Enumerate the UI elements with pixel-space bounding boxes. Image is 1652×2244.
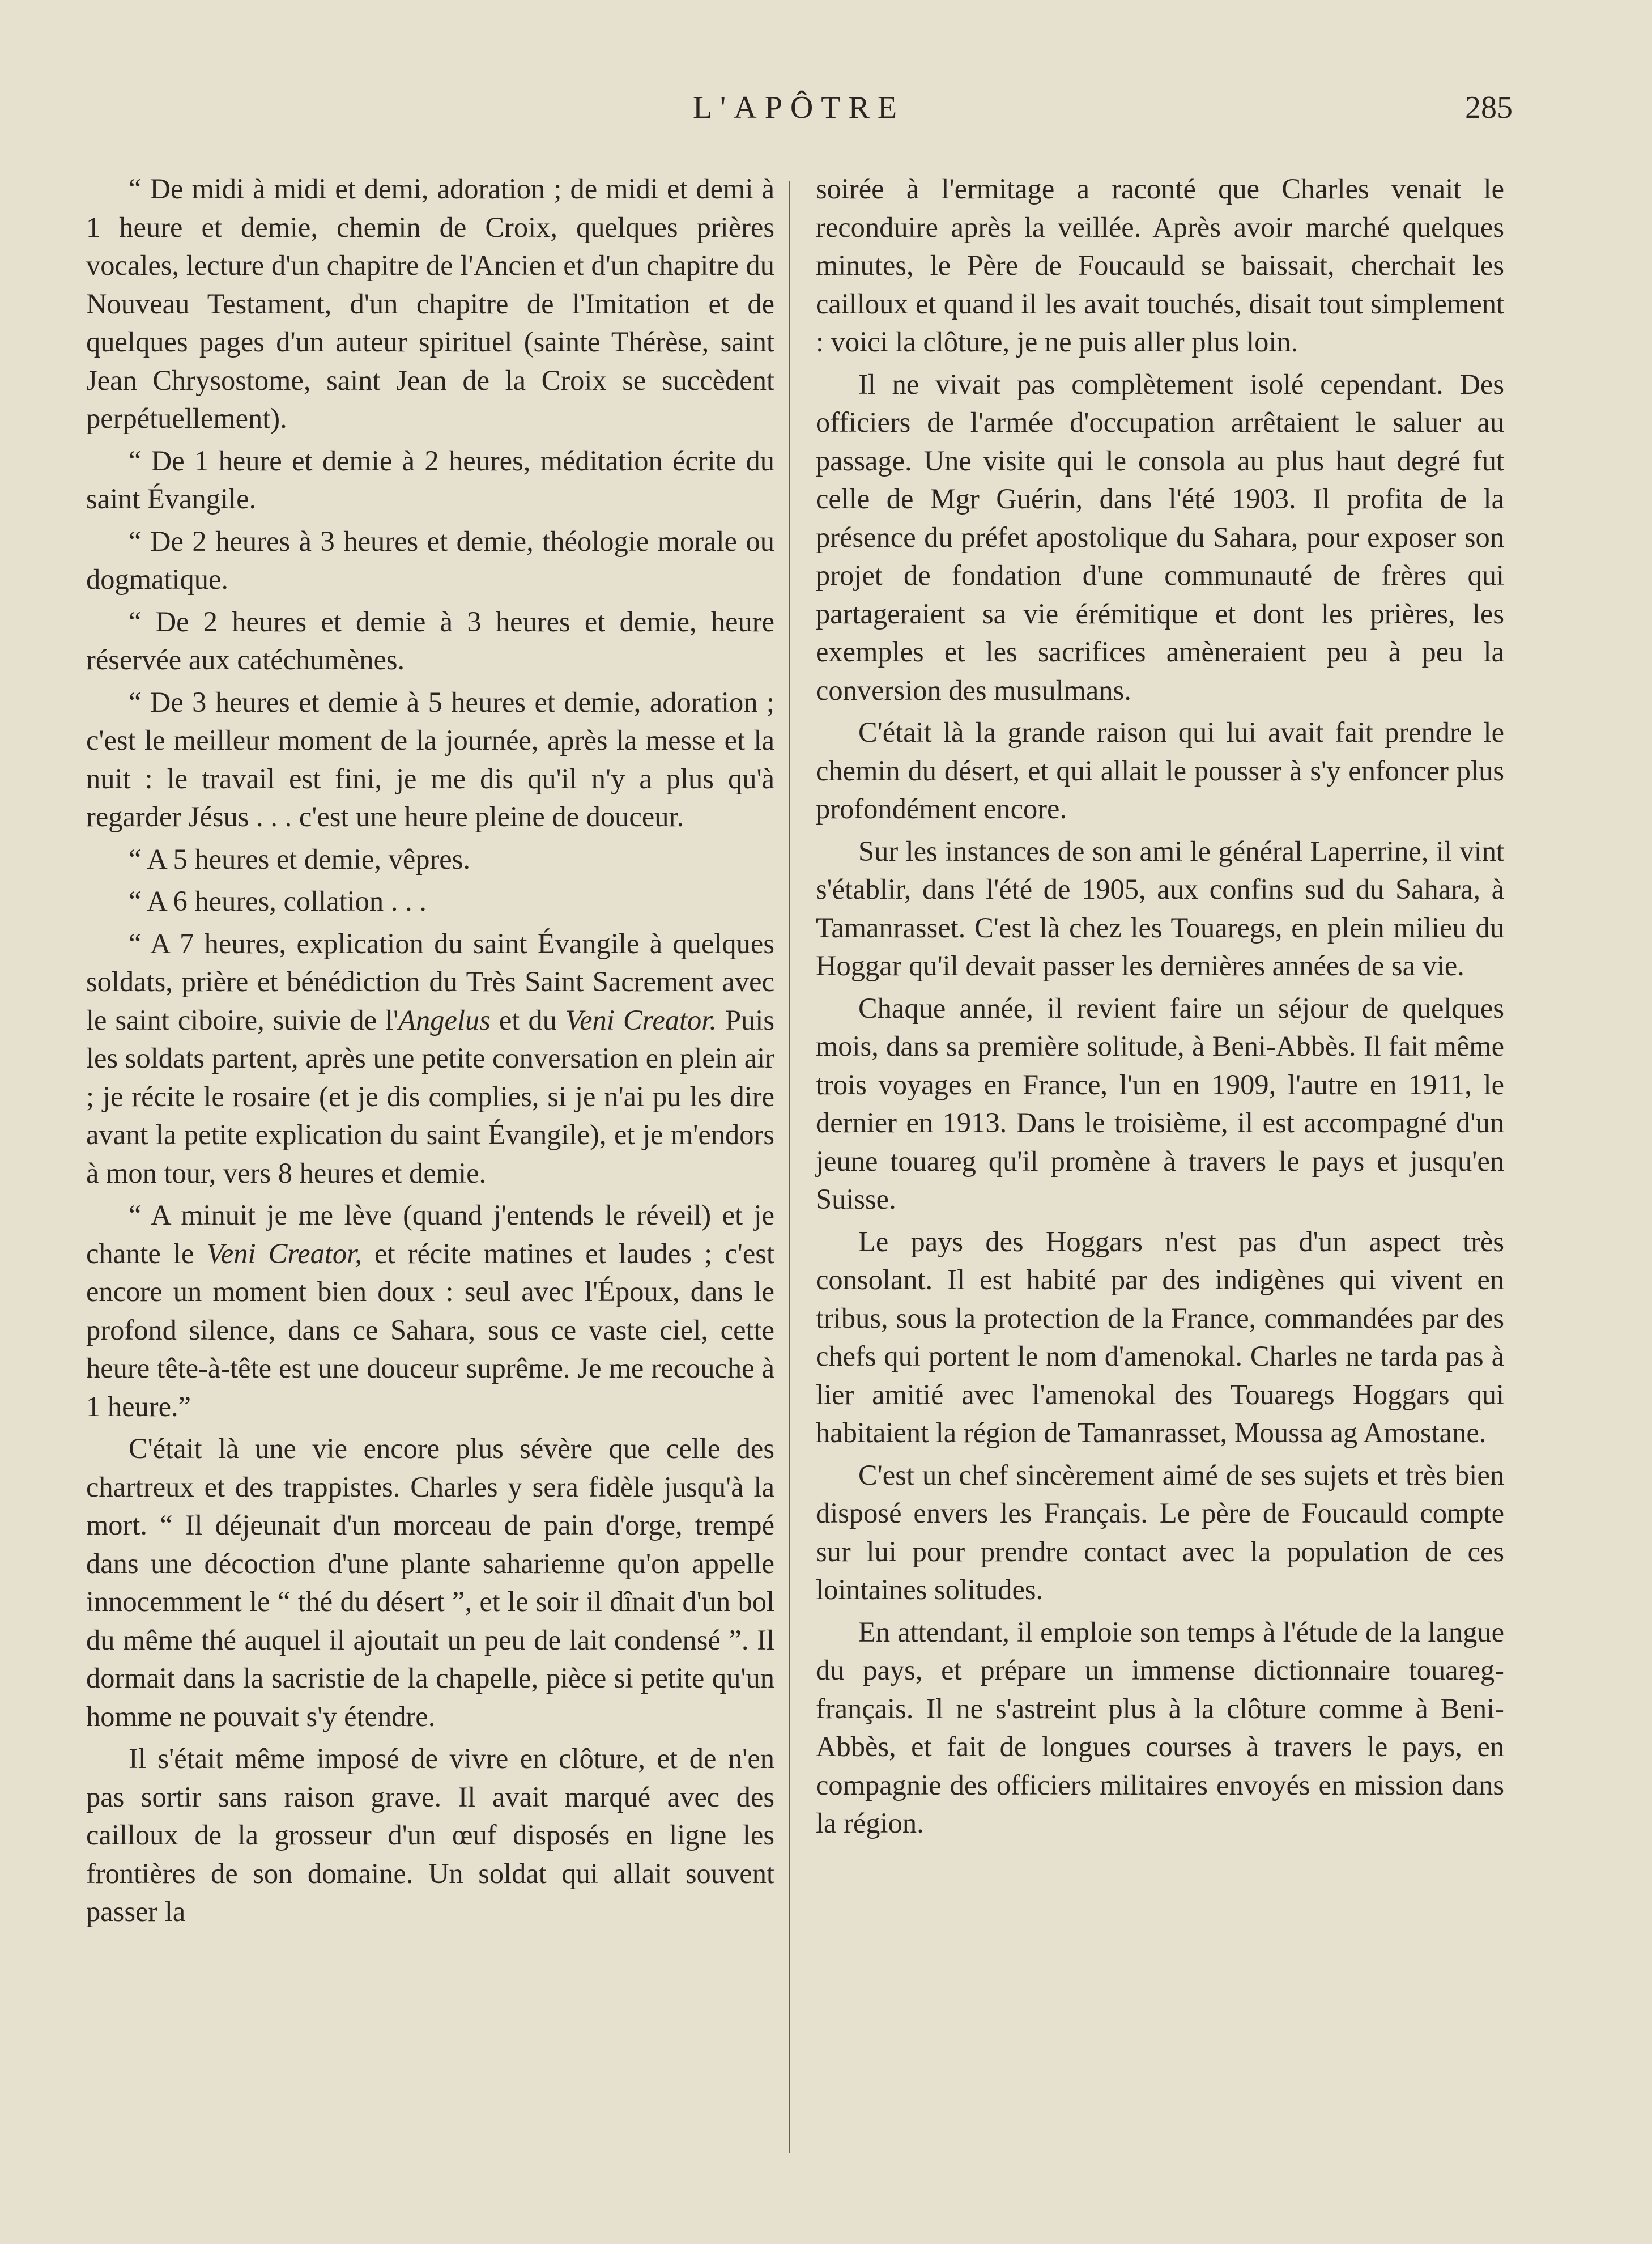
page-number: 285 bbox=[1465, 90, 1513, 125]
paragraph-great-reason: C'était là la grande raison qui lui avait fait prendre le chemin du désert, et qui allait le pousser à s'y enfoncer plus profondément encore. bbox=[816, 716, 1504, 824]
paragraph-severe-life: C'était là une vie encore plus sévère que celle des chartreux et des trappistes. Charles y sera fidèle jusqu'à la mort. “ Il déjeunait d'un morceau de pain d'orge, trempé dans une décoction d'une plante saharienne qu'on appelle innocemment le “ thé du désert ”, et le soir il dînait d'un bol du même thé auquel il ajoutait un peu de lait condensé ”. Il dormait dans la sacristie de la chapelle, pièce si petite qu'un homme ne pouvait s'y étendre. bbox=[86, 1433, 774, 1732]
paragraph-dictionary: En attendant, il emploie son temps à l'étude de la langue du pays, et prépare un immense dictionnaire touareg-français. Il ne s'astreint plus à la clôture comme à Beni-Abbès, et fait de longues courses à travers le pays, en compagnie des officiers militaires envoyés en mission dans la région. bbox=[816, 1616, 1504, 1839]
paragraph-chief: C'est un chef sincèrement aimé de ses sujets et très bien disposé envers les Français. Le père de Foucauld compte sur lui pour prendre contact avec la population de ces lointaines solitudes. bbox=[816, 1459, 1504, 1605]
paragraph-schedule-catechumens: “ De 2 heures et demie à 3 heures et demie, heure réservée aux catéchumènes. bbox=[86, 605, 774, 675]
paragraph-enclosure: Il s'était même imposé de vivre en clôture, et de n'en pas sortir sans raison grave. Il avait marqué avec des cailloux de la grosseur d'un œuf disposés en ligne les frontières de son domaine. Un soldat qui allait souvent passer la bbox=[86, 1742, 774, 1927]
text-span: et récite matines et laudes ; c'est encore un moment bien doux : seul avec l'Époux, dans le profond silence, dans ce Sahara, sous ce vaste ciel, cette heure tête-à-tête est une douceur suprême. Je me recouche à 1 heure.” bbox=[86, 1237, 774, 1422]
paragraph-tamanrasset: Sur les instances de son ami le général Laperrine, il vint s'établir, dans l'été de 1905, aux confins sud du Sahara, à Tamanrasset. C'est là chez les Touaregs, en plein milieu du Hoggar qu'il devait passer les dernières années de sa vie. bbox=[816, 835, 1504, 981]
italic-term: Angelus bbox=[398, 1004, 491, 1036]
paragraph-yearly-travels: Chaque année, il revient faire un séjour de quelques mois, dans sa première solitude, à Beni-Abbès. Il fait même trois voyages en France, l'un en 1909, l'autre en 1911, le dernier en 1913. Dans le troisième, il est accompagné d'un jeune touareg qu'il promène à travers le pays et jusqu'en Suisse. bbox=[816, 992, 1504, 1215]
paragraph-schedule-meditation: “ De 1 heure et demie à 2 heures, méditation écrite du saint Évangile. bbox=[86, 444, 774, 515]
right-column bbox=[816, 170, 1504, 1847]
paragraph-hoggar-country: Le pays des Hoggars n'est pas d'un aspect très consolant. Il est habité par des indigènes qui vivent en tribus, sous la protection de la France, commandées par des chefs qui portent le nom d'amenokal. Charles ne tarda pas à lier amitié avec l'amenokal des Touaregs Hoggars qui habitaient la région de Tamanrasset, Moussa ag Amostane. bbox=[816, 1225, 1504, 1448]
left-column bbox=[86, 170, 774, 1935]
paragraph-visitors: Il ne vivait pas complètement isolé cependant. Des officiers de l'armée d'occupation arrêtaient le saluer au passage. Une visite qui le consola au plus haut degré fut celle de Mgr Guérin, dans l'été 1903. Il profita de la présence du préfet apostolique du Sahara, pour exposer son projet de fondation d'une communauté de frères qui partageraient sa vie érémitique et dont les prières, les exemples et les sacrifices amèneraient peu à peu la conversion des musulmans. bbox=[816, 368, 1504, 706]
text-span: et du bbox=[490, 1004, 565, 1036]
text-span: “ A minuit je me lève (quand j'entends le réveil) et je chante le bbox=[86, 1199, 774, 1269]
text-span: Puis les soldats partent, après une petite conversation en plein air ; je récite le rosaire (et je dis complies, si je n'ai pu les dire avant la petite explication du saint Évangile), et je m'endors à mon tour, vers 8 heures et demie. bbox=[86, 1004, 774, 1189]
italic-term: Veni Creator, bbox=[206, 1237, 362, 1269]
paragraph-schedule-noon: “ De midi à midi et demi, adoration ; de midi et demi à 1 heure et demie, chemin de Croix, quelques prières vocales, lecture d'un chapitre de l'Ancien et d'un chapitre du Nouveau Testament, d'un chapitre de l'Imitation et de quelques pages d'un auteur spirituel (sainte Thérèse, saint Jean Chrysostome, saint Jean de la Croix se succèdent perpétuellement). bbox=[86, 173, 774, 434]
running-head bbox=[85, 90, 1513, 135]
paragraph-schedule-midnight bbox=[86, 1196, 774, 1426]
paragraph-schedule-adoration: “ De 3 heures et demie à 5 heures et demie, adoration ; c'est le meilleur moment de la journée, après la messe et la nuit : le travail est fini, je me dis qu'il n'y a plus qu'à regarder Jésus . . . c'est une heure pleine de douceur. bbox=[86, 686, 774, 832]
paragraph-schedule-vespers: “ A 5 heures et demie, vêpres. bbox=[129, 843, 470, 875]
text-span: “ A 7 heures, explication du saint Évangile à quelques soldats, prière et bénédiction du Très Saint Sacrement avec le saint ciboire, suivie de l' bbox=[86, 927, 774, 1036]
paragraph-enclosure-continued: soirée à l'ermitage a raconté que Charles venait le reconduire après la veillée. Après avoir marché quelques minutes, le Père de Foucauld se baissait, cherchait les cailloux et quand il les avait touchés, disait tout simplement : voici la clôture, je ne puis aller plus loin. bbox=[816, 173, 1504, 358]
paragraph-schedule-collation: “ A 6 heures, collation . . . bbox=[129, 885, 427, 917]
paragraph-schedule-theology: “ De 2 heures à 3 heures et demie, théologie morale ou dogmatique. bbox=[86, 525, 774, 595]
paragraph-schedule-evening bbox=[86, 925, 774, 1193]
column-divider bbox=[789, 181, 790, 2153]
running-title: L'APÔTRE bbox=[692, 90, 905, 125]
italic-term: Veni Creator. bbox=[565, 1004, 717, 1036]
